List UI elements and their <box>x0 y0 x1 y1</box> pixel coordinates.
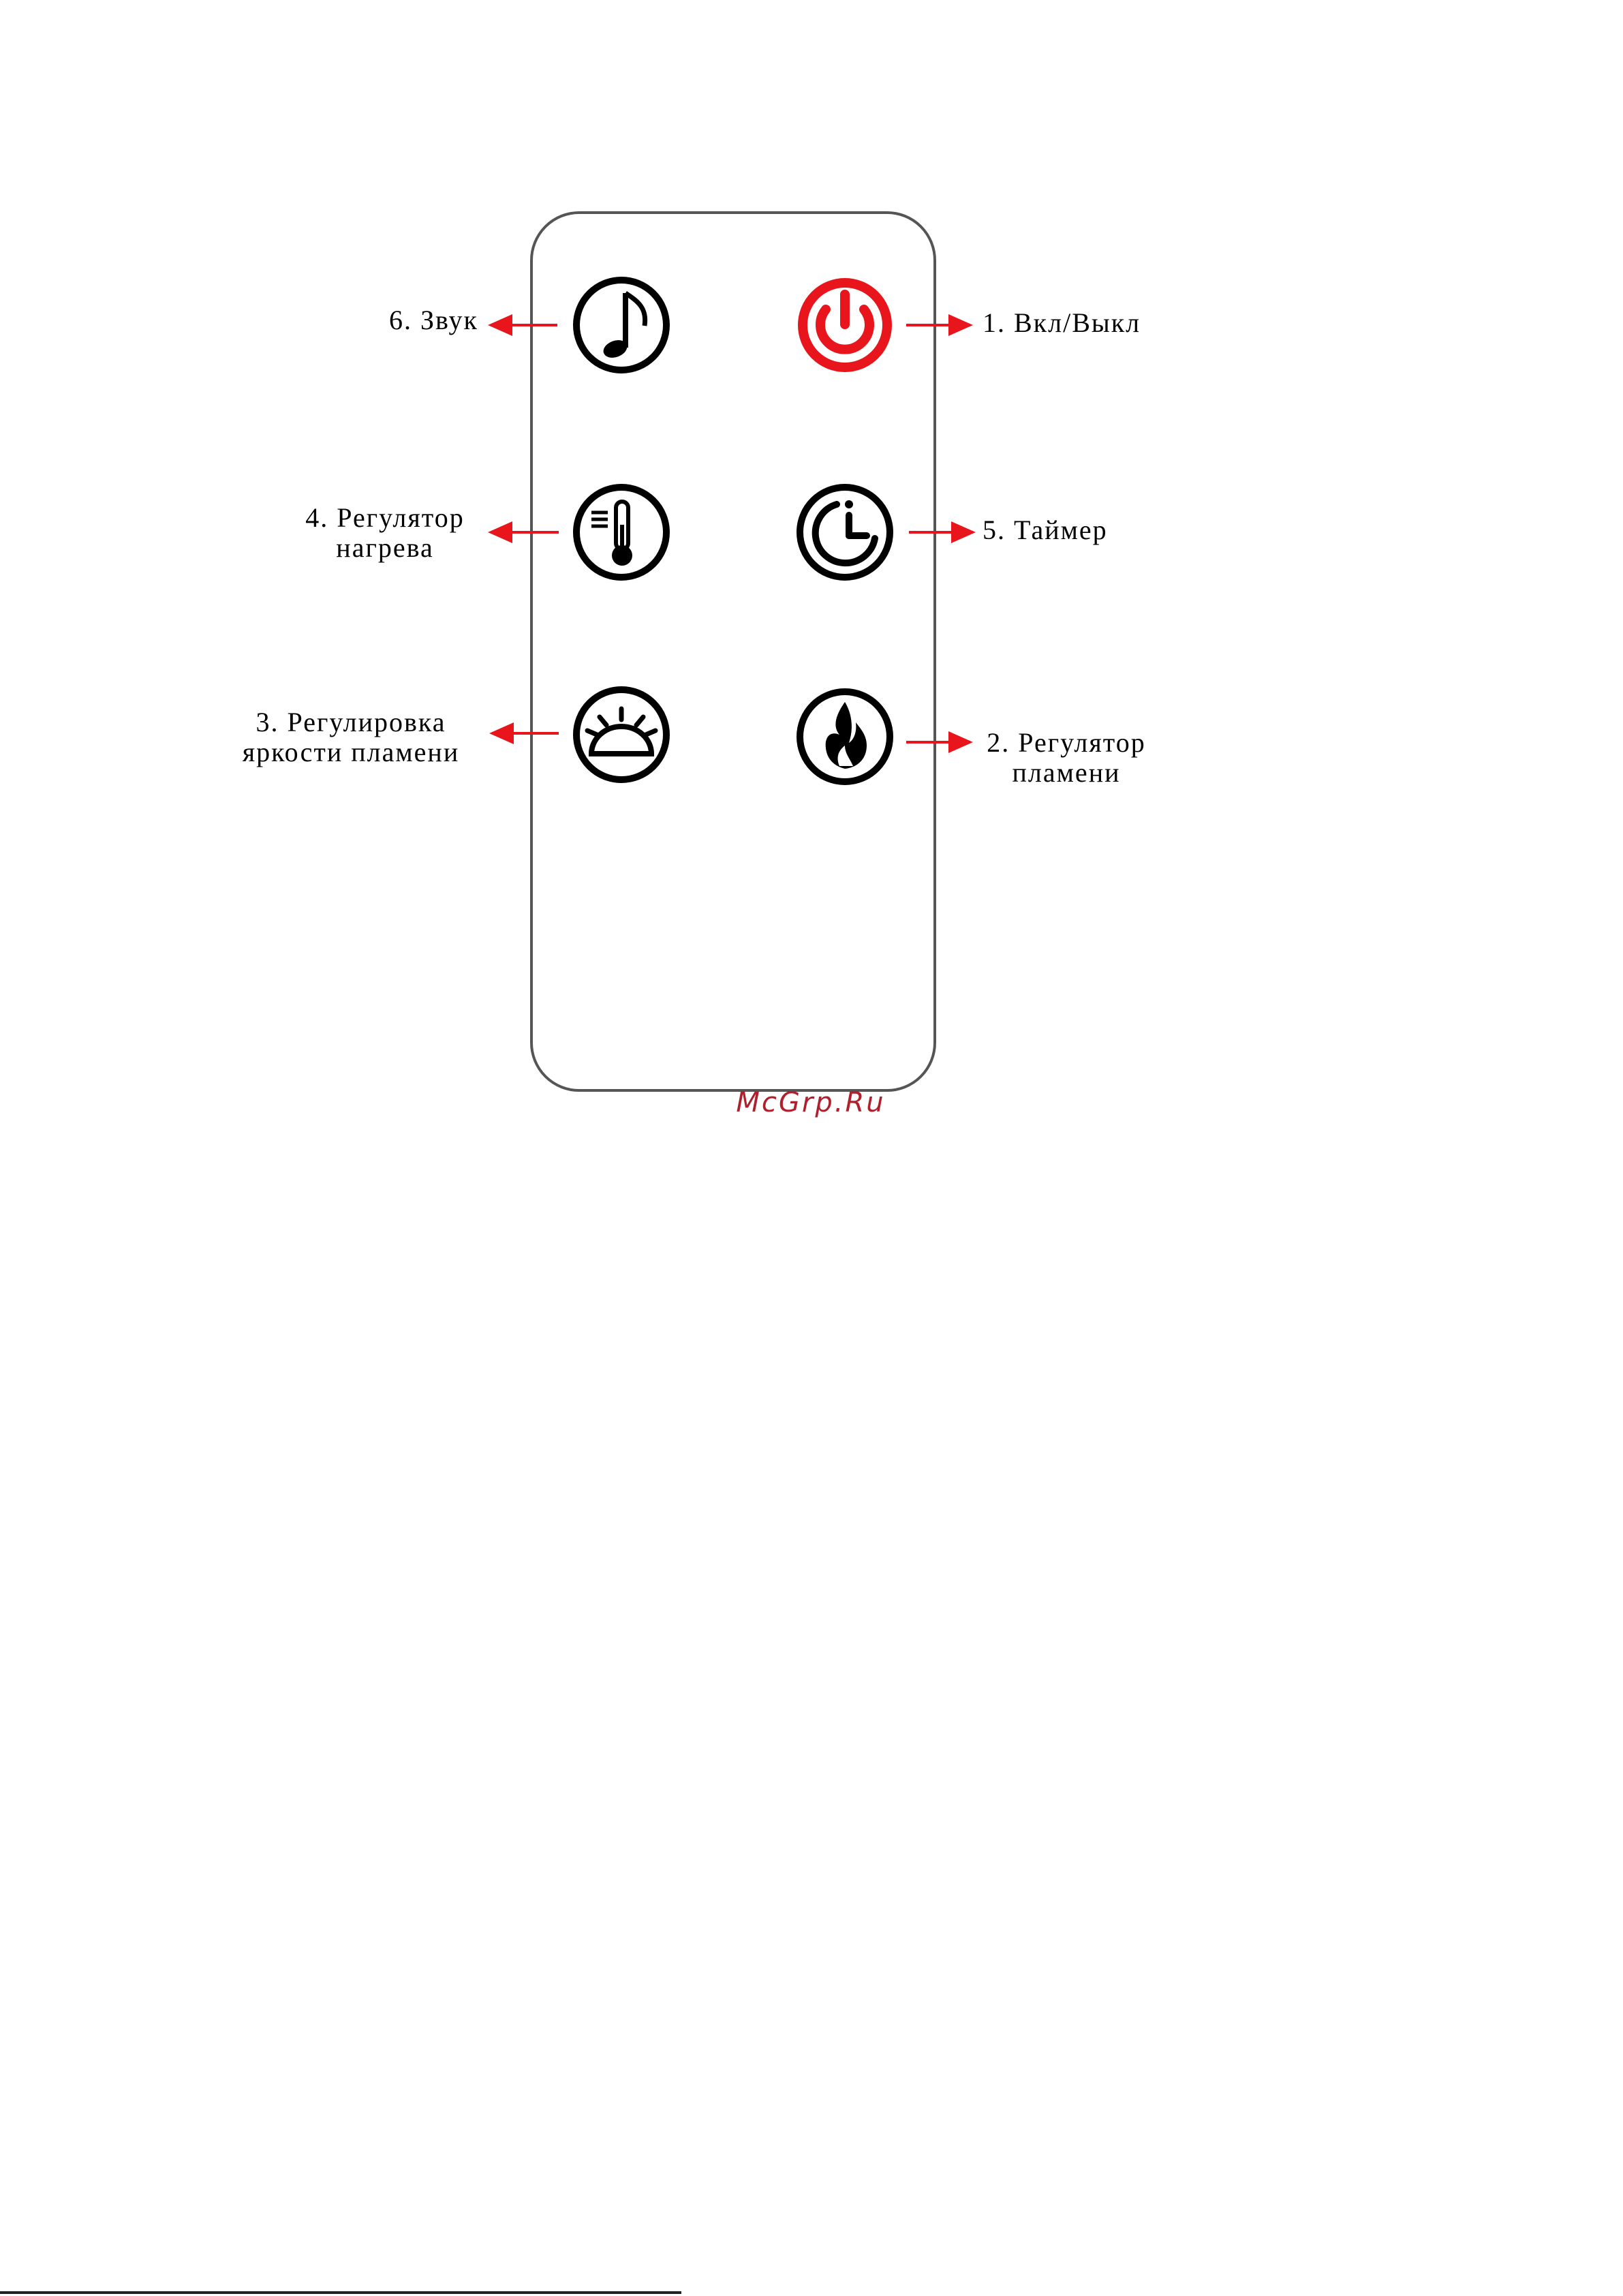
flame-brightness-button[interactable] <box>576 690 666 780</box>
timer-button[interactable] <box>800 487 890 577</box>
label-heat <box>286 503 484 563</box>
page-bottom-rule <box>0 2291 681 2294</box>
label-flame-line-2: пламени <box>1012 757 1121 788</box>
power-button[interactable] <box>803 283 887 367</box>
label-timer: 5. Таймер <box>983 515 1108 545</box>
label-sound: 6. Звук <box>389 305 478 335</box>
label-brightness <box>225 707 477 767</box>
sound-button[interactable] <box>576 280 666 370</box>
watermark: McGrp.Ru <box>736 1087 886 1118</box>
label-power: 1. Вкл/Выкл <box>983 307 1141 338</box>
label-brightness-line-2: яркости пламени <box>242 737 460 767</box>
label-heat-line-2: нагрева <box>336 532 434 563</box>
flame-regulator-button[interactable] <box>800 692 890 782</box>
label-flame <box>974 728 1158 788</box>
label-heat-line-1: 4. Регулятор <box>305 502 465 533</box>
heat-regulator-button[interactable] <box>576 487 666 577</box>
label-flame-line-1: 2. Регулятор <box>987 727 1146 758</box>
label-brightness-line-1: 3. Регулировка <box>256 707 446 737</box>
